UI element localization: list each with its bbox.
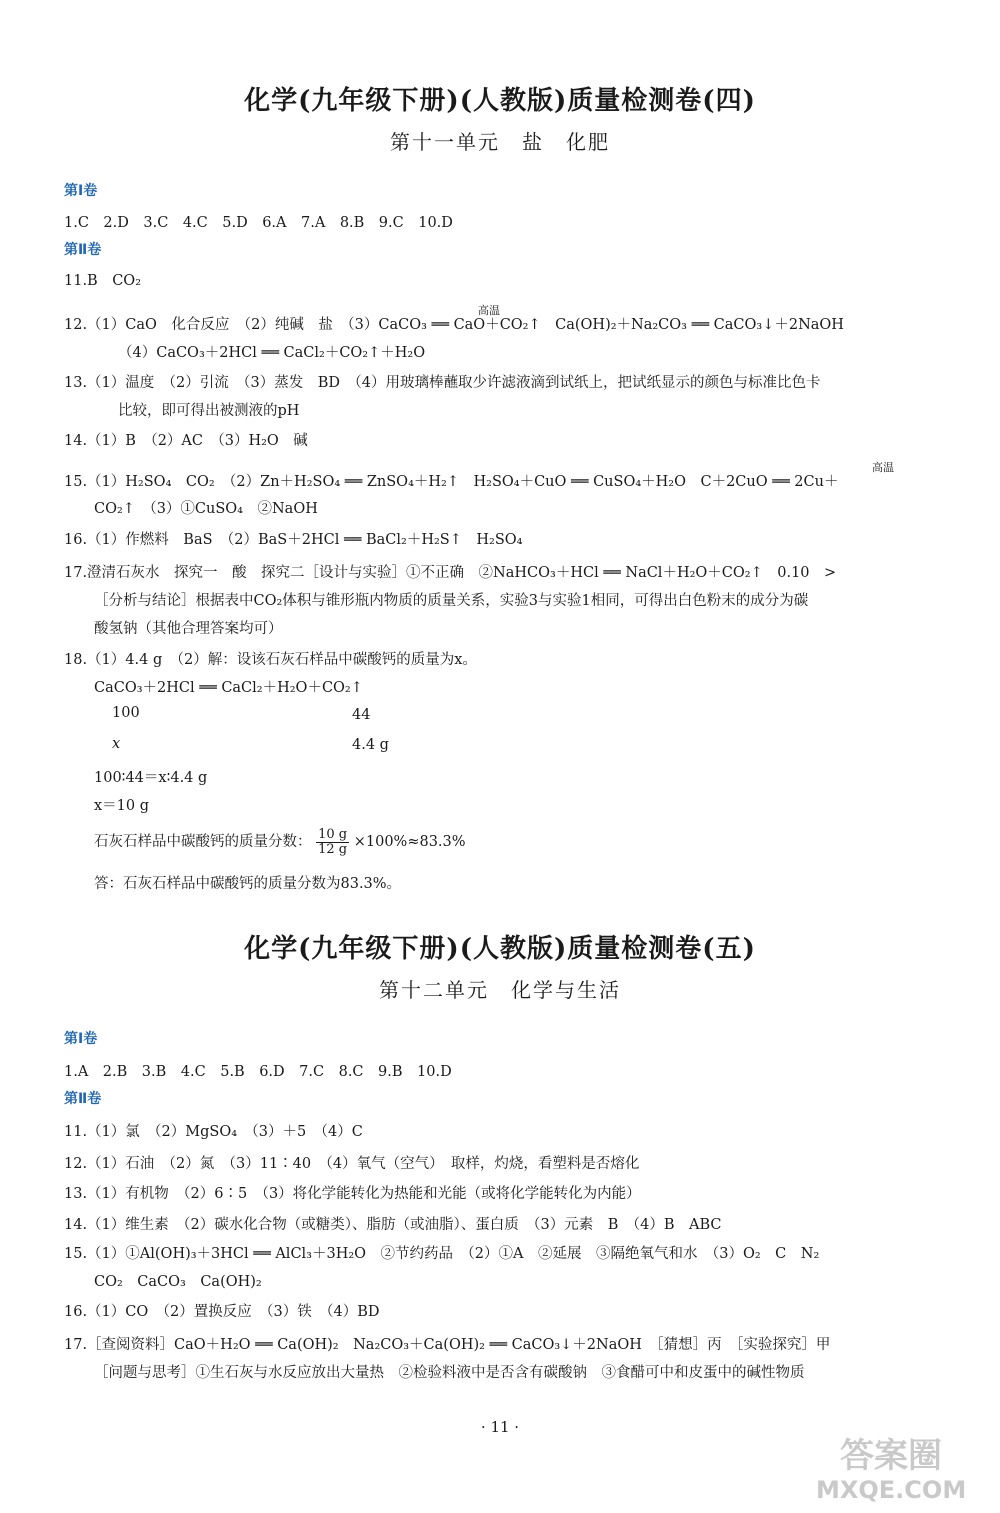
exam4-answer-line: 14.（1）B （2）AC （3）H₂O 碱: [64, 433, 308, 449]
exam4-part1-label: 第Ⅰ卷: [64, 183, 98, 199]
watermark-url: MXQE.COM: [816, 1476, 967, 1504]
mass-fraction-result: ×100%≈83.3%: [353, 834, 466, 851]
molar-mass-caco3: 100: [112, 705, 140, 721]
exam5-answer-line: 13.（1）有机物 （2）6∶5 （3）将化学能转化为热能和光能（或将化学能转化为内能）: [64, 1186, 641, 1202]
watermark-logo: 答案圈: [840, 1436, 942, 1476]
exam4-answer-line: 15.（1）H₂SO₄ CO₂ （2）Zn＋H₂SO₄ ══ ZnSO₄＋H₂↑ H₂SO₄＋CuO ══ CuSO₄＋H₂O C＋2CuO ══ 2Cu＋: [64, 474, 839, 490]
exam5-answer-line: ［问题与思考］①生石灰与水反应放出大量热 ②检验料液中是否含有碳酸钠 ③食醋可中和皮蛋中的碱性物质: [94, 1365, 805, 1381]
exam4-title: 化学(九年级下册)(人教版)质量检测卷(四): [244, 86, 756, 116]
exam4-answer-line: CO₂↑ （3）①CuSO₄ ②NaOH: [94, 501, 318, 517]
exam5-subtitle: 第十二单元 化学与生活: [379, 978, 621, 1002]
exam4-answer-line: 比较，即可得出被测液的pH: [118, 403, 300, 419]
reaction-condition: 高温: [478, 304, 500, 317]
exam5-answer-line: 16.（1）CO （2）置换反应 （3）铁 （4）BD: [64, 1304, 380, 1320]
mass-fraction-line: [94, 828, 466, 856]
equation: CaCO₃＋2HCl ══ CaCl₂＋H₂O＋CO₂↑: [94, 680, 363, 696]
exam4-answer-line: 12.（1）CaO 化合反应 （2）纯碱 盐 （3）CaCO₃ ══ CaO＋CO₂↑ Ca(OH)₂＋Na₂CO₃ ══ CaCO₃↓＋2NaOH: [64, 317, 844, 333]
exam4-mc-answers: 1.C 2.D 3.C 4.C 5.D 6.A 7.A 8.B 9.C 10.D: [64, 215, 453, 231]
unknown-x: x: [112, 736, 121, 752]
molar-mass-co2: 44: [352, 707, 371, 723]
exam5-answer-line: 14.（1）维生素 （2）碳水化合物（或糖类）、脂肪（或油脂）、蛋白质 （3）元素 B （4）B ABC: [64, 1217, 722, 1233]
co2-mass: 4.4 g: [352, 737, 389, 753]
exam4-answer-line: 16.（1）作燃料 BaS （2）BaS＋2HCl ══ BaCl₂＋H₂S↑ H₂SO₄: [64, 532, 523, 548]
exam5-title: 化学(九年级下册)(人教版)质量检测卷(五): [244, 934, 756, 964]
exam5-answer-line: 17.［查阅资料］CaO＋H₂O ══ Ca(OH)₂ Na₂CO₃＋Ca(OH)₂ ══ CaCO₃↓＋2NaOH ［猜想］丙 ［实验探究］甲: [64, 1337, 831, 1353]
fraction-numerator: 10 g: [318, 827, 348, 842]
proportion: 100∶44＝x∶4.4 g: [94, 770, 208, 786]
final-answer: 答：石灰石样品中碳酸钙的质量分数为83.3%。: [94, 876, 402, 892]
mass-fraction-label: 石灰石样品中碳酸钙的质量分数：: [94, 834, 312, 851]
exam4-answer-line: 13.（1）温度 （2）引流 （3）蒸发 BD （4）用玻璃棒蘸取少许滤液滴到试纸上，把试纸显示的颜色与标准比色卡: [64, 375, 821, 391]
page-number: · 11 ·: [480, 1418, 520, 1436]
exam5-answer-line: 15.（1）①Al(OH)₃＋3HCl ══ AlCl₃＋3H₂O ②节约药品 （2）①A ②延展 ③隔绝氧气和水 （3）O₂ C N₂: [64, 1246, 820, 1262]
exam4-answer-line: 18.（1）4.4 g （2）解：设该石灰石样品中碳酸钙的质量为x。: [64, 652, 477, 668]
exam5-part2-label: 第Ⅱ卷: [64, 1091, 102, 1107]
exam4-answer-line: 11.B CO₂: [64, 273, 142, 289]
exam4-answer-line: 酸氢钠（其他合理答案均可）: [94, 621, 283, 637]
fraction-denominator: 12 g: [318, 841, 348, 857]
exam4-answer-line: （4）CaCO₃＋2HCl ══ CaCl₂＋CO₂↑＋H₂O: [118, 345, 426, 361]
exam4-subtitle: 第十一单元 盐 化肥: [390, 130, 610, 154]
reaction-condition: 高温: [872, 461, 894, 474]
exam5-part1-label: 第Ⅰ卷: [64, 1031, 98, 1047]
exam5-mc-answers: 1.A 2.B 3.B 4.C 5.B 6.D 7.C 8.C 9.B 10.D: [64, 1064, 452, 1080]
exam5-answer-line: 12.（1）石油 （2）氮 （3）11∶40 （4）氧气（空气） 取样，灼烧，看塑料是否熔化: [64, 1156, 640, 1172]
exam4-part2-label: 第Ⅱ卷: [64, 242, 102, 258]
fraction: [316, 828, 349, 856]
exam5-answer-line: CO₂ CaCO₃ Ca(OH)₂: [94, 1274, 262, 1290]
exam4-answer-line: 17.澄清石灰水 探究一 酸 探究二［设计与实验］①不正确 ②NaHCO₃＋HCl ══ NaCl＋H₂O＋CO₂↑ 0.10 >: [64, 565, 837, 581]
solution-x: x＝10 g: [94, 798, 150, 814]
exam5-answer-line: 11.（1）氯 （2）MgSO₄ （3）＋5 （4）C: [64, 1124, 363, 1140]
exam4-answer-line: ［分析与结论］根据表中CO₂体积与锥形瓶内物质的质量关系，实验3与实验1相同，可得出白色粉末的成分为碳: [94, 593, 809, 609]
